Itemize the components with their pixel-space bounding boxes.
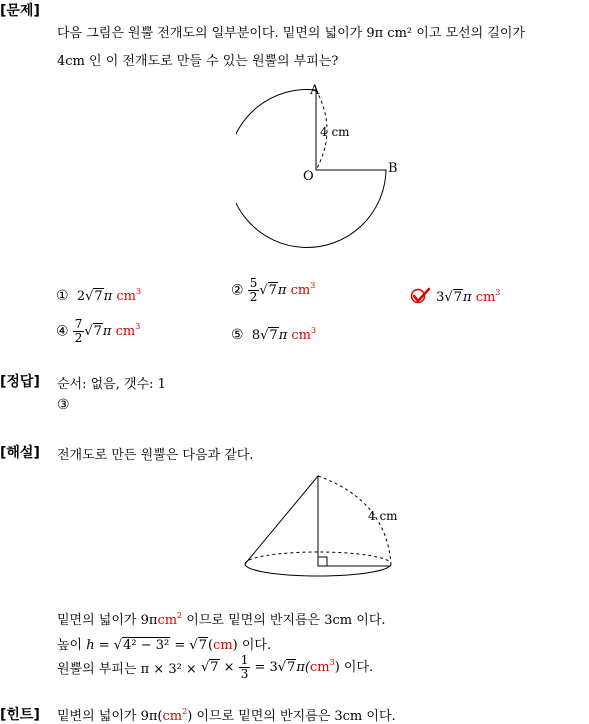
point-o-label: O	[303, 169, 314, 184]
choice-coef: 2	[76, 289, 86, 304]
right-angle-mark	[318, 557, 327, 566]
choice-1[interactable]: ① 2√7π $cm^3$	[56, 287, 142, 304]
answer-line-1: 순서: 없음, 갯수: 1	[57, 377, 166, 392]
choice-3[interactable]: 3√7π $cm^3$	[410, 287, 500, 305]
length-label: 4 cm	[320, 125, 350, 139]
choice-fraction: $\frac{7}{2}$	[74, 317, 83, 345]
hint-line: 밑변의 넓이가 $9\pi(cm^2)$ 이므로 밑면의 반지름은 3cm 이다.	[57, 707, 396, 724]
answer-choice: ③	[57, 397, 70, 413]
choice-5[interactable]: ⑤ 8√7π $cm^3$	[231, 326, 317, 343]
choice-coef: 8	[251, 328, 261, 343]
choice-number: ①	[56, 288, 69, 304]
solution-line-3: 원뿔의 부피는 π × 3² × √7 × $\frac{1}{3}$ = $3√7\pi(cm^3)$ 이다.	[57, 653, 374, 681]
choice-unit: $cm^3$	[291, 326, 317, 343]
checkmark-icon	[410, 287, 432, 305]
choice-unit: $cm^3$	[115, 322, 141, 339]
problem-line-1: 다음 그림은 원뿔 전개도의 일부분이다. 밑면의 넓이가 9π cm² 이고 모선의 길이가	[57, 26, 525, 41]
choice-radicand: 7	[268, 283, 277, 298]
choice-coef: 3	[436, 290, 445, 305]
choice-radicand: 7	[269, 328, 278, 343]
choice-unit: $cm^3$	[475, 288, 501, 305]
choice-pi: π	[277, 283, 287, 298]
answer-label: [정답]	[0, 374, 40, 390]
choice-number: ④	[56, 323, 69, 340]
problem-label: [문제]	[0, 3, 40, 19]
point-a-label: A	[310, 83, 320, 98]
choice-radicand: 7	[94, 289, 103, 304]
choice-number: ⑤	[231, 327, 244, 343]
solution-line-2: 높이 h = √4² − 3² = √7(cm) 이다.	[57, 638, 272, 653]
cone-figure	[240, 470, 410, 584]
choice-4[interactable]: ④ $\frac{7}{2}$ √7π $cm^3$	[56, 317, 141, 345]
cone-slant	[245, 476, 318, 566]
choice-pi: π	[463, 290, 472, 305]
hint-label: [힌트]	[0, 707, 40, 723]
choice-fraction: $\frac{5}{2}$	[249, 276, 258, 304]
choice-pi: π	[102, 324, 112, 339]
choice-unit: $cm^3$	[290, 281, 316, 298]
solution-line-1: 밑면의 넓이가 9πcm$^2$ 이므로 밑면의 반지름은 3cm 이다.	[57, 611, 386, 628]
problem-line-2: 4cm 인 이 전개도로 만들 수 있는 원뿔의 부피는?	[57, 54, 339, 69]
point-b-label: B	[388, 161, 398, 176]
choice-pi: π	[103, 289, 113, 304]
choice-pi: π	[278, 328, 288, 343]
choice-radicand: 7	[453, 290, 462, 305]
slant-length-label: 4 cm	[368, 509, 398, 523]
sector-figure	[236, 80, 406, 250]
solution-label: [해설]	[0, 445, 40, 461]
choice-unit: $cm^3$	[116, 287, 142, 304]
choice-radicand: 7	[93, 324, 102, 339]
choice-2[interactable]: ② $\frac{5}{2}$ √7π $cm^3$	[231, 276, 316, 304]
choice-number: ②	[231, 282, 244, 299]
solution-intro: 전개도로 만든 원뿔은 다음과 같다.	[57, 448, 254, 463]
